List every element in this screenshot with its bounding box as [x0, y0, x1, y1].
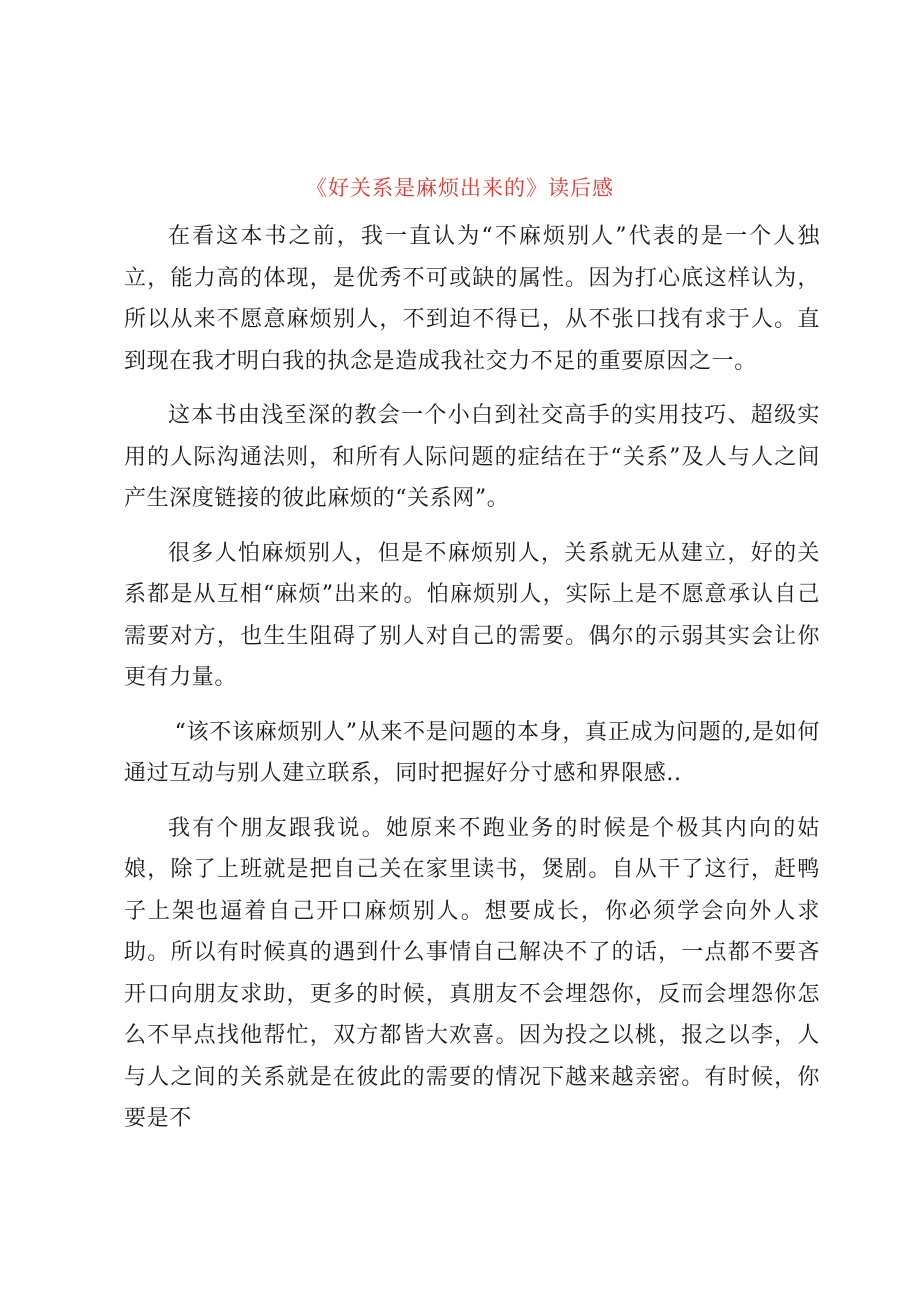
paragraph: 在看这本书之前，我一直认为“不麻烦别人”代表的是一个人独立，能力高的体现，是优秀不可或缺的属性。因为打心底这样认为，所以从来不愿意麻烦别人，不到迫不得已，从不张口找有求于人。直到现在我才明白我的执念是造成我社交力不足的重要原因之一。 [124, 224, 820, 374]
paragraph: “该不该麻烦别人”从来不是问题的本身，真正成为问题的,是如何通过互动与别人建立联系，同时把握好分寸感和界限感.. [124, 719, 820, 786]
paragraph: 我有个朋友跟我说。她原来不跑业务的时候是个极其内向的姑娘，除了上班就是把自己关在家里读书，煲剧。自从干了这行，赶鸭子上架也逼着自己开口麻烦别人。想要成长，你必须学会向外人求助。所以有时候真的遇到什么事情自己解决不了的话，一点都不要吝开口向朋友求助，更多的时候，真朋友不会埋怨你，反而会埋怨你怎么不早点找他帮忙，双方都皆大欢喜。因为投之以桃，报之以李，人与人之间的关系就是在彼此的需要的情况下越来越亲密。有时候，你要是不 [124, 815, 820, 1131]
document-body [124, 216, 820, 1153]
paragraph: 很多人怕麻烦别人，但是不麻烦别人，关系就无从建立，好的关系都是从互相“麻烦”出来的。怕麻烦别人，实际上是不愿意承认自己需要对方，也生生阻碍了别人对自己的需要。偶尔的示弱其实会让你更有力量。 [124, 540, 820, 690]
paragraph: 这本书由浅至深的教会一个小白到社交高手的实用技巧、超级实用的人际沟通法则，和所有人际问题的症结在于“关系”及人与人之间产生深度链接的彼此麻烦的“关系网”。 [124, 403, 820, 511]
document-title: 《好关系是麻烦出来的》读后感 [306, 176, 614, 200]
